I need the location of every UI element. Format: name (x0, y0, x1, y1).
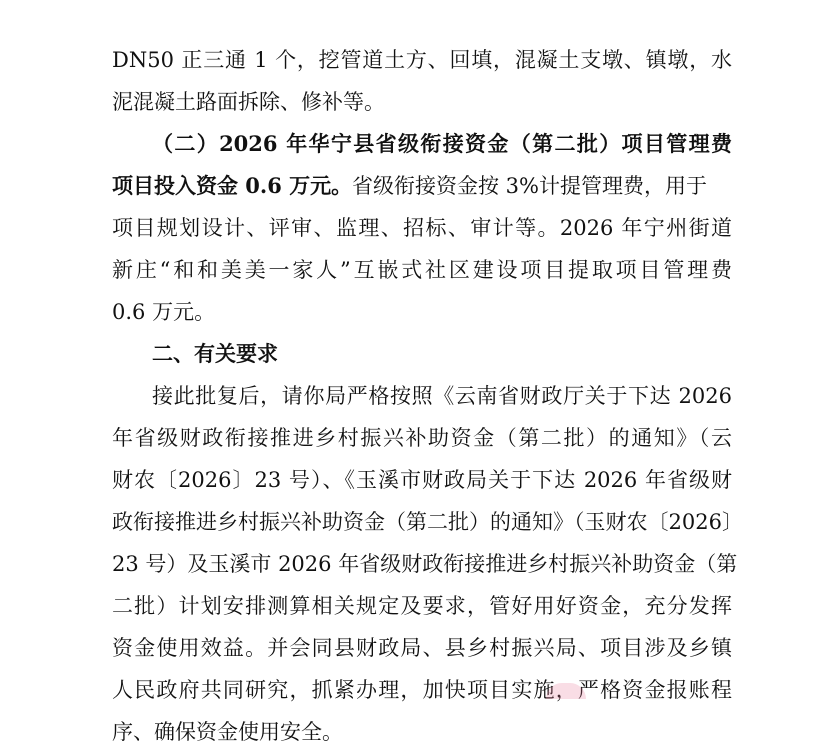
body-line-4: 项目规划设计、评审、监理、招标、审计等。2026 年宁州街道 (112, 216, 732, 240)
section-heading: 二、有关要求 (152, 341, 278, 366)
body-line-15: 序、确保资金使用安全。 (112, 720, 343, 744)
body-line-6: 0.6 万元。 (112, 300, 216, 324)
body-line-9: 财农〔2026〕23 号）、《玉溪市财政局关于下达 2026 年省级财 (112, 468, 732, 492)
body-line-8: 年省级财政衔接推进乡村振兴补助资金（第二批）的通知》（云 (112, 426, 732, 450)
body-line-3: 省级衔接资金按 3%计提管理费，用于 (352, 174, 707, 198)
body-line-2: 泥混凝土路面拆除、修补等。 (112, 90, 385, 114)
body-line-11: 23 号）及玉溪市 2026 年省级财政衔接推进乡村振兴补助资金（第 (112, 552, 738, 576)
section-subheading-line-1: （二）2026 年华宁县省级衔接资金（第二批）项目管理费 (152, 131, 732, 156)
body-line-12: 二批）计划安排测算相关规定及要求，管好用好资金，充分发挥 (112, 594, 732, 618)
body-line-7: 接此批复后，请你局严格按照《云南省财政厅关于下达 2026 (152, 384, 732, 408)
body-line-10: 政衔接推进乡村振兴补助资金（第二批）的通知》（玉财农〔2026〕 (112, 510, 743, 534)
body-line-13: 资金使用效益。并会同县财政局、县乡村振兴局、项目涉及乡镇 (112, 636, 732, 660)
body-line-1: DN50 正三通 1 个，挖管道土方、回填，混凝土支墩、镇墩，水 (112, 48, 732, 72)
section-subheading-line-2: 项目投入资金 0.6 万元。 (112, 173, 353, 198)
body-line-5: 新庄“和和美美一家人”互嵌式社区建设项目提取项目管理费 (112, 258, 732, 282)
body-line-14: 人民政府共同研究，抓紧办理，加快项目实施，严格资金报账程 (112, 678, 732, 702)
